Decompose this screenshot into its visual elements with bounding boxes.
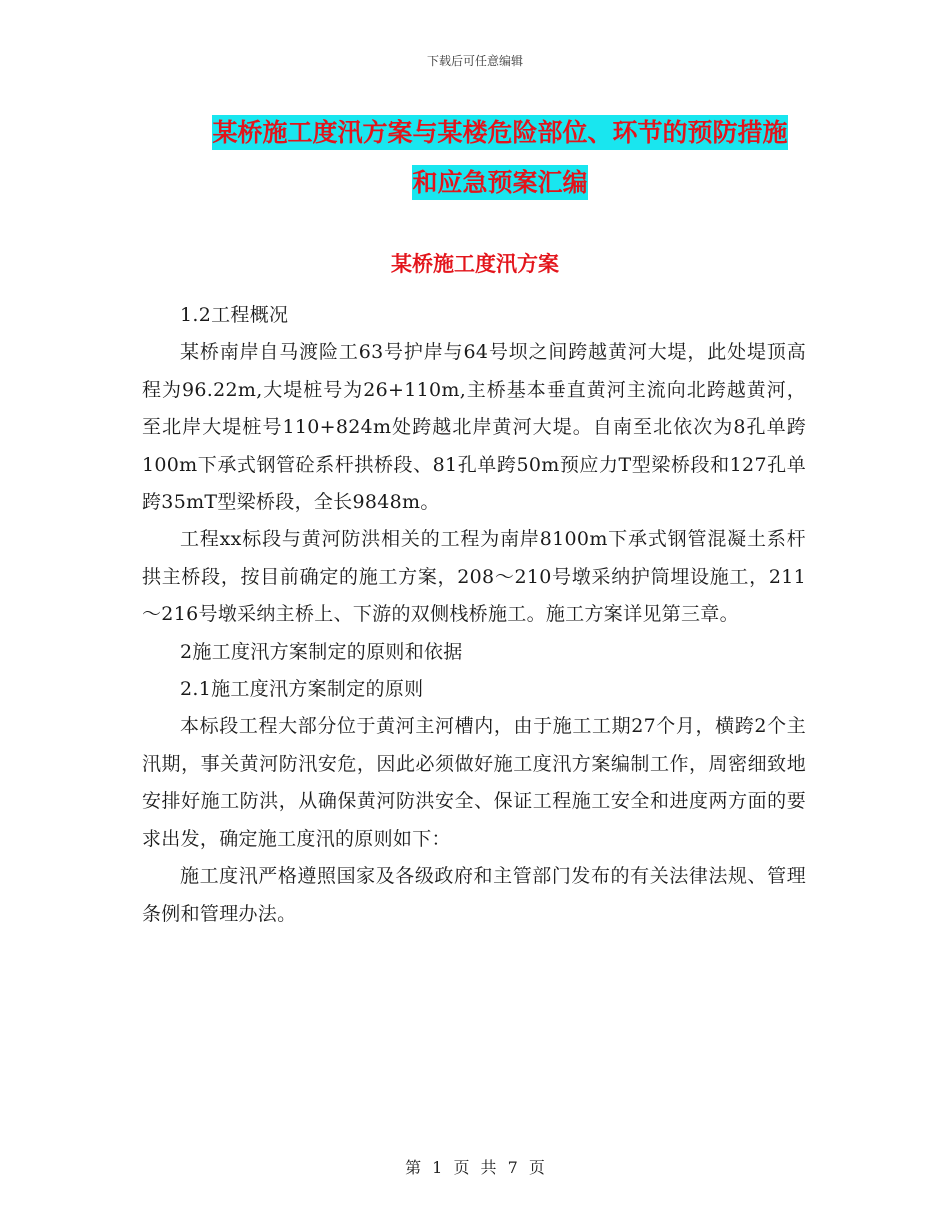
subheading-principles: 2.1施工度汛方案制定的原则: [180, 678, 424, 701]
document-title: [100, 108, 900, 208]
document-title-line-1: 某桥施工度汛方案与某楼危险部位、环节的预防措施: [212, 115, 787, 150]
paragraph-flood-context: 本标段工程大部分位于黄河主河槽内，由于施工工期27个月，横跨2个主汛期，事关黄河防汛安危，因此必须做好施工度汛方案编制工作，周密细致地安排好施工防洪，从确保黄河防洪安全、保证工程施工安全和进度两方面的要求出发，确定施工度汛的原则如下：: [142, 715, 806, 850]
paragraph-regulations: 施工度汛严格遵照国家及各级政府和主管部门发布的有关法律法规、管理条例和管理办法。: [142, 865, 806, 925]
subheading-principles-and-basis: 2施工度汛方案制定的原则和依据: [180, 640, 463, 663]
paragraph-section-scope: 工程xx标段与黄河防洪相关的工程为南岸8100m下承式钢管混凝土系杆拱主桥段，按目前确定的施工方案，208～210号墩采纳护筒埋设施工，211～216号墩采纳主桥上、下游的双侧栈桥施工。施工方案详见第三章。: [142, 528, 806, 626]
paragraph-bridge-description: 某桥南岸自马渡险工63号护岸与64号坝之间跨越黄河大堤，此处堤顶高程为96.22m,大堤桩号为26+110m,主桥基本垂直黄河主流向北跨越黄河，至北岸大堤桩号110+824m处跨越北岸黄河大堤。自南至北依次为8孔单跨100m下承式钢管砼系杆拱桥段、81孔单跨50m预应力T型梁桥段和127孔单跨35mT型梁桥段，全长9848m。: [142, 341, 806, 514]
header-note: 下载后可任意编辑: [426, 54, 523, 68]
document-body: [142, 297, 806, 933]
subheading-project-overview: 1.2工程概况: [180, 304, 289, 326]
section-title: 某桥施工度汛方案: [391, 252, 559, 276]
page-number-footer: 第 1 页 共 7 页: [405, 1158, 545, 1177]
document-title-line-2: 和应急预案汇编: [412, 165, 587, 200]
